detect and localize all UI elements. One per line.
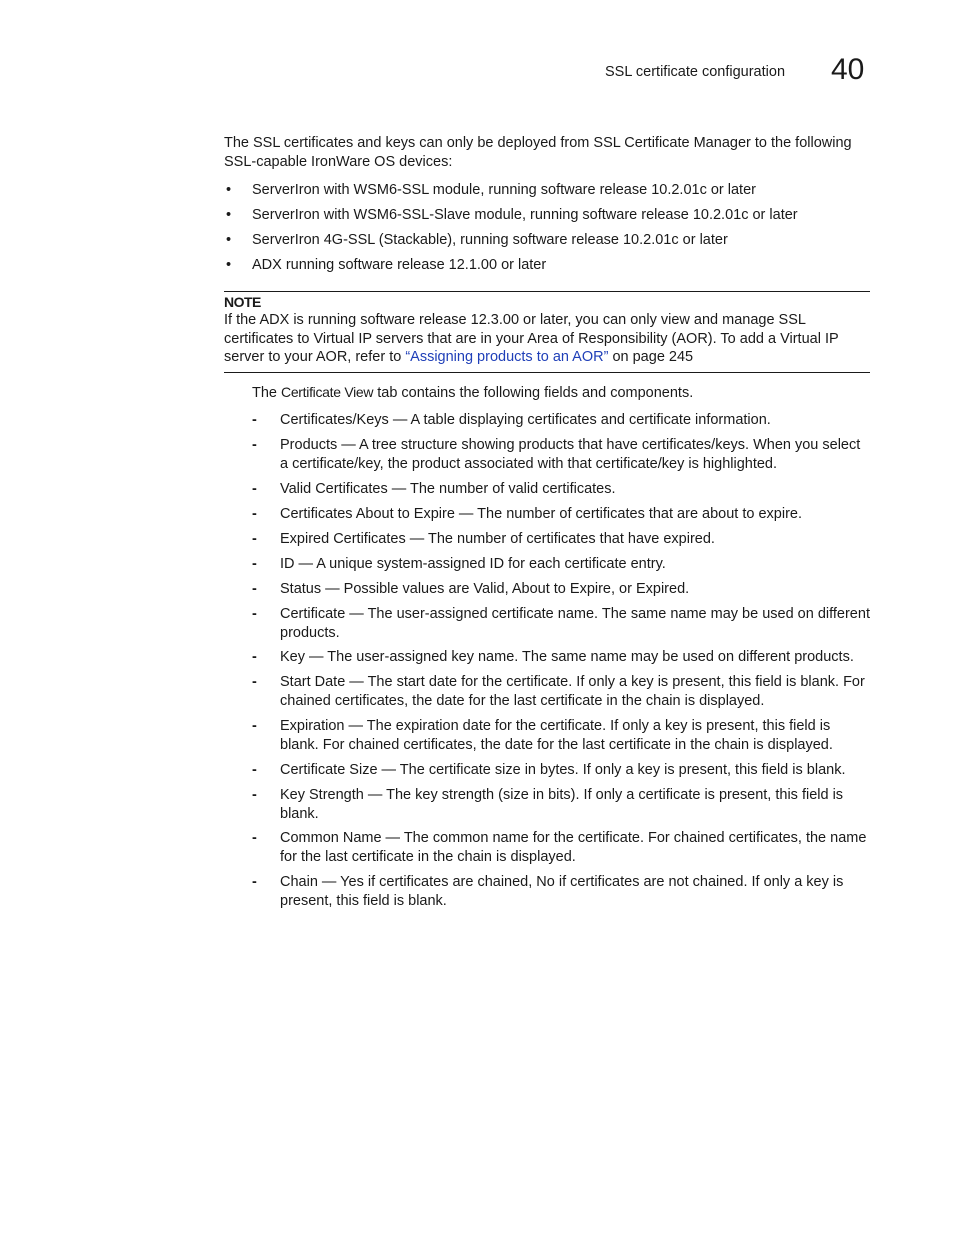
field-text: Key Strength — The key strength (size in bits). If only a certificate is present, this field is blank. [280, 787, 844, 822]
note-text [224, 311, 864, 367]
dash-marker: - [252, 718, 257, 734]
field-text: Certificates/Keys — A table displaying certificates and certificate information. [280, 412, 771, 428]
field-item [252, 829, 872, 866]
certificate-view-intro [252, 383, 693, 403]
list-item [224, 206, 870, 231]
dash-marker: - [252, 649, 257, 665]
field-text: Certificate Size — The certificate size in bytes. If only a key is present, this field is blank. [280, 762, 846, 778]
chapter-number: 40 [831, 53, 865, 86]
field-item [252, 673, 872, 710]
field-text: Key — The user-assigned key name. The same name may be used on different products. [280, 649, 854, 665]
field-item [252, 505, 872, 524]
field-text: Certificates About to Expire — The number of certificates that are about to expire. [280, 506, 802, 522]
dash-marker: - [252, 506, 257, 522]
certificate-view-term: Certificate View [281, 384, 374, 400]
field-item [252, 873, 872, 910]
field-text: Expiration — The expiration date for the certificate. If only a key is present, this field is blank. For chained certificates, the date for the last certificate in the chain is displayed. [280, 718, 833, 753]
field-item [252, 530, 872, 549]
dash-marker: - [252, 437, 257, 453]
dash-marker: - [252, 762, 257, 778]
field-text: Status — Possible values are Valid, About to Expire, or Expired. [280, 581, 690, 597]
dash-marker: - [252, 674, 257, 690]
device-list [224, 181, 870, 281]
field-item [252, 555, 872, 574]
cv-prefix: The [252, 385, 282, 401]
dash-marker: - [252, 787, 257, 803]
list-item [224, 256, 870, 281]
field-text: Common Name — The common name for the certificate. For chained certificates, the name for the last certificate in the chain is displayed. [280, 830, 867, 865]
field-item [252, 786, 872, 823]
field-item [252, 411, 872, 430]
bullet-marker: • [226, 257, 232, 273]
dash-marker: - [252, 531, 257, 547]
field-item [252, 436, 872, 473]
intro-paragraph: The SSL certificates and keys can only be deployed from SSL Certificate Manager to the following SSL-capable IronWare OS devices: [224, 135, 852, 170]
note-label: NOTE [224, 294, 261, 310]
field-item [252, 580, 872, 599]
field-text: Chain — Yes if certificates are chained, No if certificates are not chained. If only a key is present, this field is blank. [280, 874, 844, 909]
field-text: Products — A tree structure showing products that have certificates/keys. When you select a certificate/key, the product associated with that certificate/key is highlighted. [280, 437, 861, 472]
field-text: Expired Certificates — The number of certificates that have expired. [280, 531, 715, 547]
dash-marker: - [252, 481, 257, 497]
list-item-text: ServerIron with WSM6-SSL module, running software release 10.2.01c or later [252, 182, 756, 198]
list-item [224, 181, 870, 206]
field-text: Valid Certificates — The number of valid certificates. [280, 481, 616, 497]
field-item [252, 717, 872, 754]
list-item-text: ServerIron 4G-SSL (Stackable), running software release 10.2.01c or later [252, 232, 728, 248]
bullet-marker: • [226, 207, 232, 223]
list-item [224, 231, 870, 256]
bullet-marker: • [226, 232, 232, 248]
bullet-marker: • [226, 182, 232, 198]
field-item [252, 648, 872, 667]
dash-marker: - [252, 581, 257, 597]
dash-marker: - [252, 830, 257, 846]
dash-marker: - [252, 874, 257, 890]
note-page-ref: on page 245 [608, 349, 694, 365]
cv-suffix: tab contains the following fields and components. [373, 385, 694, 401]
section-title: SSL certificate configuration [605, 64, 786, 80]
field-text: Certificate — The user-assigned certificate name. The same name may be used on different products. [280, 606, 870, 641]
note-top-rule [224, 291, 870, 292]
dash-marker: - [252, 556, 257, 572]
dash-marker: - [252, 412, 257, 428]
field-item [252, 605, 872, 642]
note-body: If the ADX is running software release 12.3.00 or later, you can only view and manage SSL certificates to Virtual IP servers that are in your Area of Responsibility (AOR). To add a Virtual IP server to your AOR, refer to [224, 312, 839, 365]
field-item [252, 480, 872, 499]
field-text: Start Date — The start date for the certificate. If only a key is present, this field is blank. For chained certificates, the date for the last certificate in the chain is displayed. [280, 674, 865, 709]
aor-cross-reference-link[interactable]: “Assigning products to an AOR” [405, 349, 609, 365]
field-item [252, 761, 872, 780]
note-bottom-rule [224, 372, 870, 373]
field-text: ID — A unique system-assigned ID for each certificate entry. [280, 556, 666, 572]
list-item-text: ADX running software release 12.1.00 or later [252, 257, 547, 273]
list-item-text: ServerIron with WSM6-SSL-Slave module, running software release 10.2.01c or later [252, 207, 798, 223]
dash-marker: - [252, 606, 257, 622]
